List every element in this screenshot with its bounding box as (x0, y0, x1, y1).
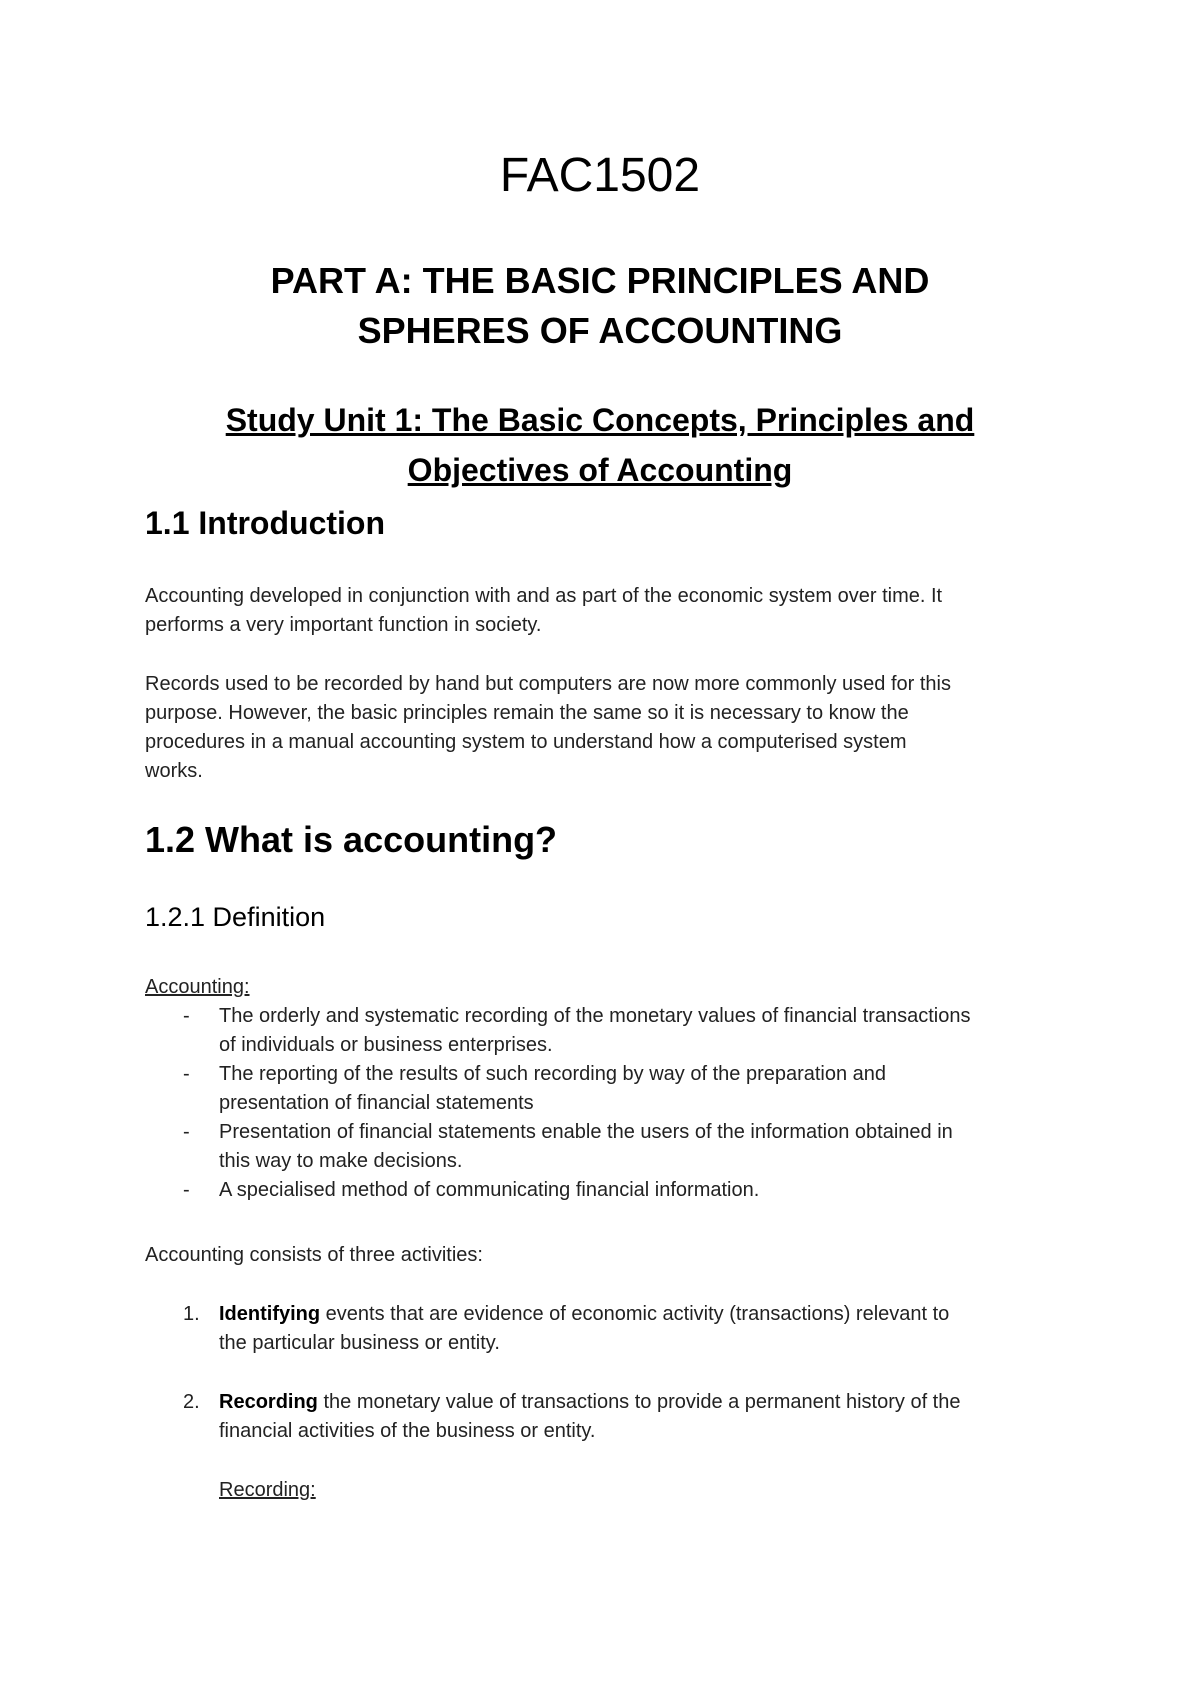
activity-keyword: Identifying (219, 1303, 321, 1325)
list-item (145, 1002, 1085, 1060)
study-unit-heading-line: Study Unit 1: The Basic Concepts, Principles and (225, 402, 975, 438)
item-line (219, 1300, 1085, 1329)
item-number: 2. (183, 1391, 200, 1413)
section-1-2-heading: 1.2 What is accounting? (145, 819, 558, 860)
activities-intro: Accounting consists of three activities: (145, 1244, 483, 1266)
dash-marker: - (183, 1005, 190, 1027)
list-item-line: Presentation of financial statements enable the users of the information obtained in (219, 1121, 953, 1143)
list-item-line: The reporting of the results of such recording by way of the preparation and (219, 1063, 887, 1085)
recording-label: Recording: (219, 1479, 316, 1501)
list-item (145, 1060, 1085, 1118)
list-item (145, 1176, 1085, 1205)
activity-item (145, 1300, 1085, 1358)
section-1-1-heading: 1.1 Introduction (145, 505, 385, 541)
list-item-line: The orderly and systematic recording of the monetary values of financial transactions (219, 1005, 971, 1027)
list-item (145, 1118, 1085, 1176)
intro-paragraph-2 (145, 670, 1075, 786)
list-item-line: this way to make decisions. (219, 1150, 463, 1172)
paragraph-line: Accounting developed in conjunction with and as part of the economic system over time. It (145, 585, 943, 607)
intro-paragraph-1 (145, 582, 1075, 640)
part-heading (0, 256, 1200, 356)
item-line: financial activities of the business or entity. (219, 1420, 596, 1442)
course-code-title: FAC1502 (499, 149, 701, 202)
item-line: the particular business or entity. (219, 1332, 500, 1354)
dash-marker: - (183, 1063, 190, 1085)
paragraph-line: performs a very important function in society. (145, 614, 542, 636)
activity-item (145, 1388, 1085, 1446)
activity-text: events that are evidence of economic activity (transactions) relevant to (320, 1303, 950, 1325)
accounting-label: Accounting: (145, 976, 250, 998)
list-item-line: A specialised method of communicating financial information. (219, 1179, 760, 1201)
study-unit-heading-line: Objectives of Accounting (407, 452, 793, 488)
item-number: 1. (183, 1303, 200, 1325)
paragraph-line: purpose. However, the basic principles remain the same so it is necessary to know the (145, 702, 909, 724)
dash-marker: - (183, 1179, 190, 1201)
paragraph-line: Records used to be recorded by hand but computers are now more commonly used for this (145, 673, 951, 695)
list-item-line: of individuals or business enterprises. (219, 1034, 553, 1056)
activity-keyword: Recording (219, 1391, 318, 1413)
item-line (219, 1388, 1085, 1417)
dash-marker: - (183, 1121, 190, 1143)
paragraph-line: works. (145, 760, 203, 782)
study-unit-heading (0, 395, 1200, 495)
definition-list (145, 1002, 1085, 1205)
section-1-2-1-heading: 1.2.1 Definition (145, 902, 326, 932)
list-item-line: presentation of financial statements (219, 1092, 534, 1114)
paragraph-line: procedures in a manual accounting system to understand how a computerised system (145, 731, 907, 753)
part-heading-line: PART A: THE BASIC PRINCIPLES AND (270, 260, 930, 301)
activity-text: the monetary value of transactions to provide a permanent history of the (317, 1391, 961, 1413)
part-heading-line: SPHERES OF ACCOUNTING (357, 310, 843, 351)
